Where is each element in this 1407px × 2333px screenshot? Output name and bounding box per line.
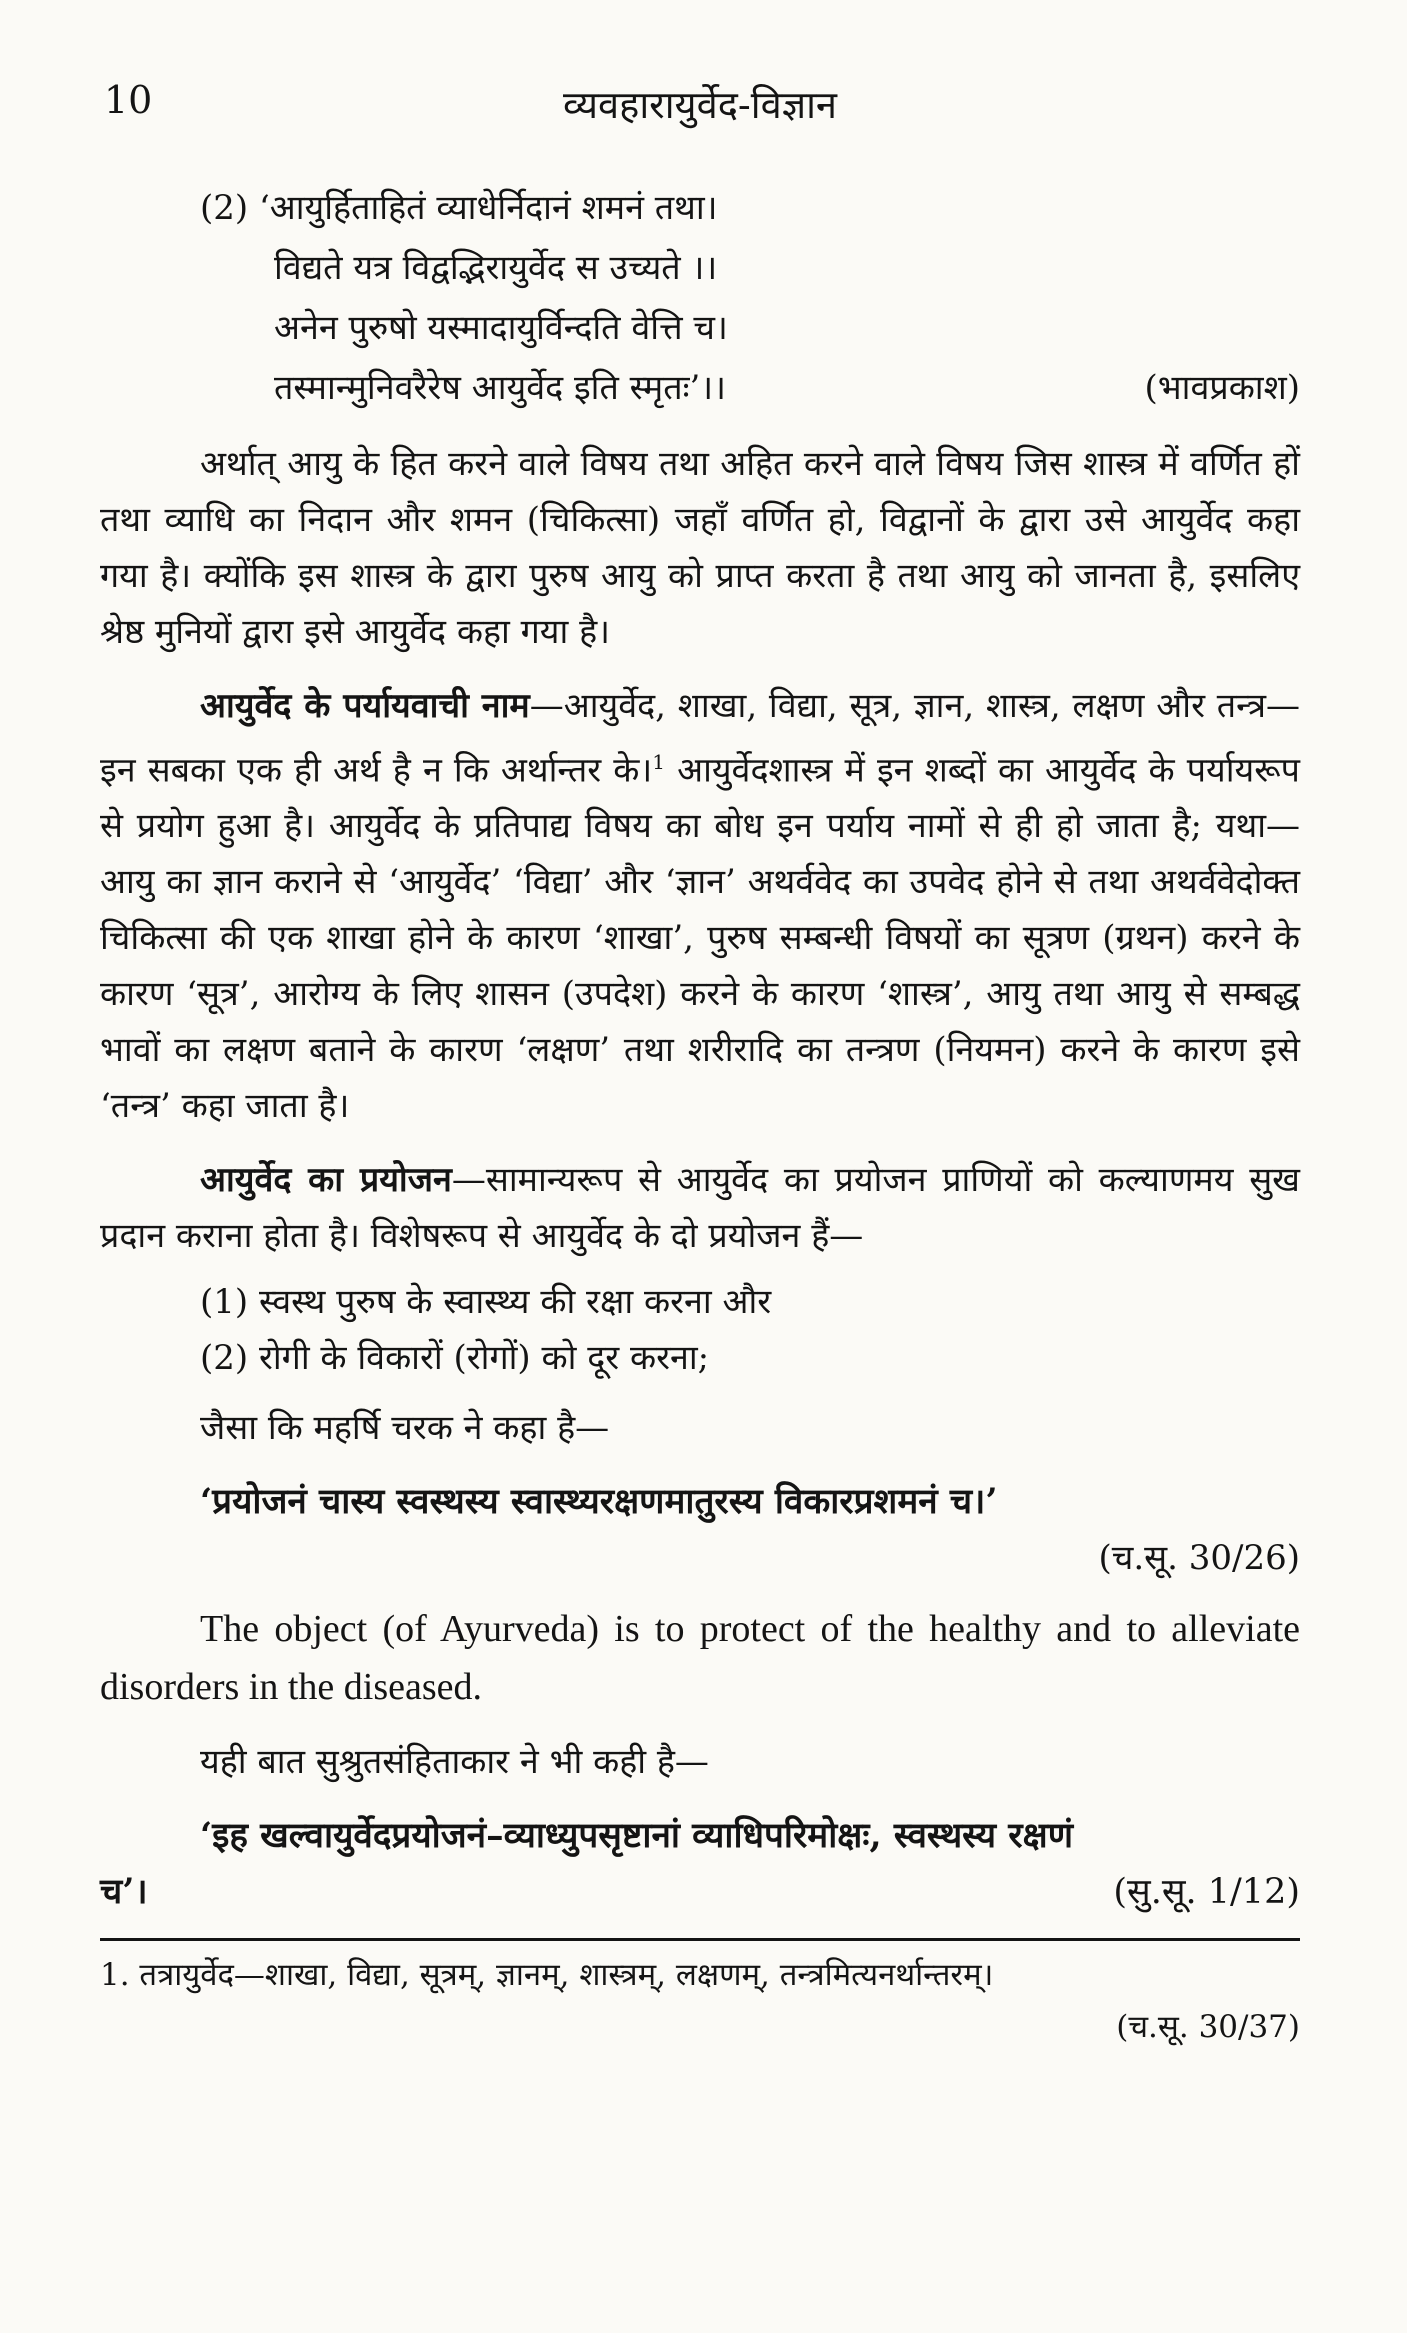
verse-line-3: अनेन पुरुषो यस्मादायुर्विन्दति वेत्ति च। [274,308,728,348]
footnote-reference: (च.सू. 30/37) [1116,2009,1300,2046]
footnote-marker: 1 [652,750,665,774]
verse-line-4 [100,358,1300,418]
paragraph-synonyms [100,678,1300,1134]
heading-purpose: आयुर्वेद का प्रयोजन [200,1160,452,1201]
book-page [100,78,1300,2053]
english-translation: The object (of Ayurveda) is to protect of the healthy and to alleviate disorders in the diseased. [100,1608,1300,1709]
verse-line-1: (2) ‘आयुर्हिताहितं व्याधेर्निदानं शमनं तथा। [200,188,718,228]
sushruta-quote: ‘इह खल्वायुर्वेदप्रयोजनं–व्याध्युपसृष्टानां व्याधिपरिमोक्षः, स्वस्थस्य रक्षणं [200,1815,1074,1857]
purpose-text: —सामान्यरूप से आयुर्वेद का प्रयोजन प्राणियों को कल्याणमय सुख प्रदान कराना होता है। विशेषरूप से आयुर्वेद के दो प्रयोजन हैं— [100,1160,1300,1257]
paragraph-purpose [100,1152,1300,1264]
charak-intro: जैसा कि महर्षि चरक ने कहा है— [200,1408,610,1449]
synonyms-text-a: —आयुर्वेद, शाखा, विद्या, सूत्र, ज्ञान, शास्त्र, लक्षण और तन्त्र—इन सबका एक ही अर्थ है न कि अर्थान्तर के। [100,686,1300,791]
verse-line-4-text: तस्मान्मुनिवरैरेष आयुर्वेद इति स्मृतः’।। [274,368,727,408]
running-title: व्यवहारायुर्वेद-विज्ञान [562,83,837,127]
sushruta-intro: यही बात सुश्रुतसंहिताकार ने भी कही है— [200,1742,709,1783]
sushruta-quote-tail [100,1864,1300,1920]
sushruta-reference: (सु.सू. 1/12) [1113,1872,1300,1913]
footnote-divider [100,1938,1300,1941]
list-item: (1) स्वस्थ पुरुष के स्वास्थ्य की रक्षा करना और [200,1282,772,1323]
heading-synonyms: आयुर्वेद के पर्यायवाची नाम [200,686,530,726]
page-header [100,78,1300,138]
verse-block [100,178,1300,418]
verse-line-2: विद्यते यत्र विद्वद्भिरायुर्वेद स उच्यते ।। [274,248,718,288]
verse-source: (भावप्रकाश) [1144,368,1300,408]
charak-reference: (च.सू. 30/26) [1098,1538,1300,1579]
synonyms-text-b: आयुर्वेदशास्त्र में इन शब्दों का आयुर्वेद के पर्यायरूप से प्रयोग हुआ है। आयुर्वेद के प्रतिपाद्य विषय का बोध इन पर्याय नामों से ही हो जाता है; यथा—आयु का ज्ञान कराने से ‘आयुर्वेद’ ‘विद्या’ और ‘ज्ञान’ अथर्ववेद का उपवेद होने से तथा अथर्ववेदोक्त चिकित्सा की एक शाखा होने के कारण ‘शाखा’, पुरुष सम्बन्धी विषयों का सूत्रण (ग्रथन) करने के कारण ‘सूत्र’, आरोग्य के लिए शासन (उपदेश) करने के कारण ‘शास्त्र’, आयु तथा आयु से सम्बद्ध भावों का लक्षण बताने के कारण ‘लक्षण’ तथा शरीरादि का तन्त्रण (नियमन) करने के कारण इसे ‘तन्त्र’ कहा जाता है। [100,750,1300,1127]
sushruta-quote-end: च’। [100,1871,148,1913]
purpose-list [100,1274,1300,1456]
footnote-text: 1. तत्रायुर्वेद—शाखा, विद्या, सूत्रम्, ज्ञानम्, शास्त्रम्, लक्षणम्, तन्त्रमित्यनर्थान्तरम्। [100,1957,994,1994]
charak-quote: ‘प्रयोजनं चास्य स्वस्थस्य स्वास्थ्यरक्षणमातुरस्य विकारप्रशमनं च।’ [200,1481,998,1523]
list-item: (2) रोगी के विकारों (रोगों) को दूर करना; [200,1338,710,1379]
page-number: 10 [104,78,153,122]
paragraph-meaning: अर्थात् आयु के हित करने वाले विषय तथा अहित करने वाले विषय जिस शास्त्र में वर्णित हों तथा व्याधि का निदान और शमन (चिकित्सा) जहाँ वर्णित हो, विद्वानों के द्वारा उसे आयुर्वेद कहा गया है। क्योंकि इस शास्त्र के द्वारा पुरुष आयु को प्राप्त करता है तथा आयु को जानता है, इसलिए श्रेष्ठ मुनियों द्वारा इसे आयुर्वेद कहा गया है। [100,444,1300,652]
